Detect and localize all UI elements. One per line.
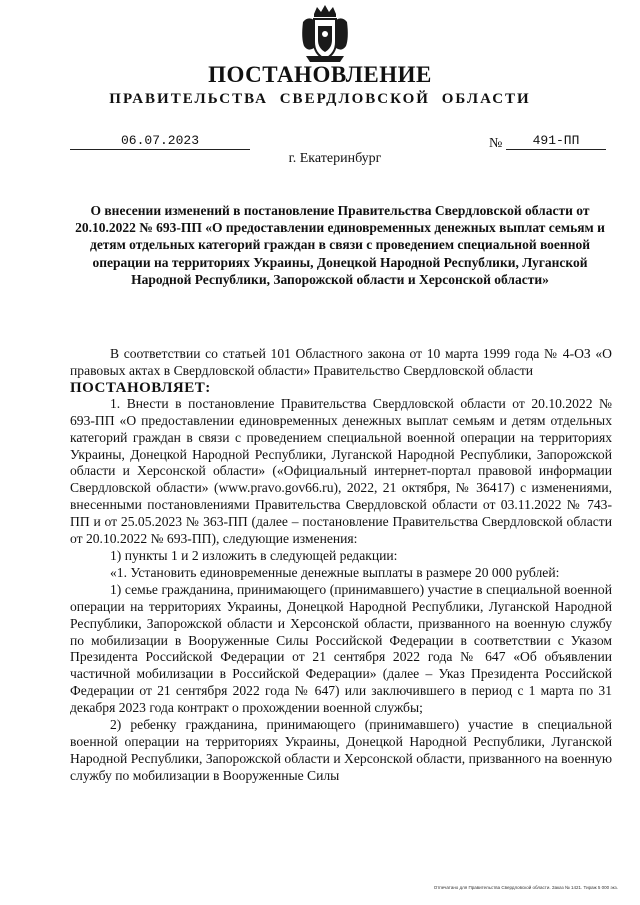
city-line: г. Екатеринбург (288, 151, 382, 166)
subitem-1: 1) семье гражданина, принимающего (принимавшего) участие в специальной военной операции на территориях Украины, Донецкой Народной Республики, Луганской Народной Республики, Запорожской области и Херсонской области, призванного на военную службу по мобилизации в Вооруженные Силы Российской Федерации в соответствии с Указом Президента Российской Федерации от 21 сентября 2022 года № 647 «Об объявлении частичной мобилизации в Российской Федерации» (далее – Указ Президента Российской Федерации от 21 сентября 2022 года № 647) или заключившего в период с 1 марта по 31 декабря 2023 года контракт о прохождении военной службы; (70, 581, 612, 716)
subitem-2: 2) ребенку гражданина, принимающего (принимавшего) участие в специальной военной операции на территориях Украины, Донецкой Народной Республики, Луганской Народной Республики, Запорожской области и Херсонской области, призванного на военную службу по мобилизации в Вооруженные Силы (70, 717, 612, 783)
document-date: 06.07.2023 (70, 133, 250, 150)
print-footer-note: Отпечатано для Правительства Свердловской области. Заказ № 1421. Тираж 5 000 экз. (433, 885, 618, 890)
decree-word: ПОСТАНОВЛЯЕТ: (70, 379, 211, 396)
document-type-heading: ПОСТАНОВЛЕНИЕ (208, 62, 432, 87)
document-body (70, 346, 612, 785)
document-title: О внесении изменений в постановление Правительства Свердловской области от 20.10.2022 № 693-ПП «О предоставлении единовременных денежных выплат семьям и детям отдельных категорий граждан в связи с проведением специальной военной операции на территориях Украины, Донецкой Народной Республики, Луганской Народной Республики, Запорожской области и Херсонской области» (75, 203, 605, 287)
preamble-paragraph: В соответствии со статьей 101 Областного закона от 10 марта 1999 года № 4-ОЗ «О правовых актах в Свердловской области» Правительство Свердловской области (70, 346, 612, 378)
coat-of-arms-emblem-icon (300, 4, 350, 64)
item-1: 1) пункты 1 и 2 изложить в следующей редакции: (110, 547, 398, 563)
quote-1: «1. Установить единовременные денежные выплаты в размере 20 000 рублей: (110, 564, 560, 580)
number-label: № (489, 136, 503, 151)
paragraph-1: 1. Внести в постановление Правительства Свердловской области от 20.10.2022 № 693-ПП «О предоставлении единовременных денежных выплат семьям и детям отдельных категорий граждан в связи с проведением специальной военной операции на территориях Украины, Донецкой Народной Республики, Луганской Народной Республики, Запорожской области и Херсонской области» («Официальный интернет-портал правовой информации Свердловской области» (www.pravo.gov66.ru), 2022, 21 октября, № 36417) с изменениями, внесенными постановлениями Правительства Свердловской области от 03.11.2022 № 743-ПП и от 25.05.2023 № 363-ПП (далее – постановление Правительства Свердловской области от 20.10.2022 № 693-ПП), следующие изменения: (70, 395, 612, 547)
issuing-authority-heading: ПРАВИТЕЛЬСТВА СВЕРДЛОВСКОЙ ОБЛАСТИ (109, 91, 531, 107)
document-number: 491-ПП (506, 133, 606, 150)
